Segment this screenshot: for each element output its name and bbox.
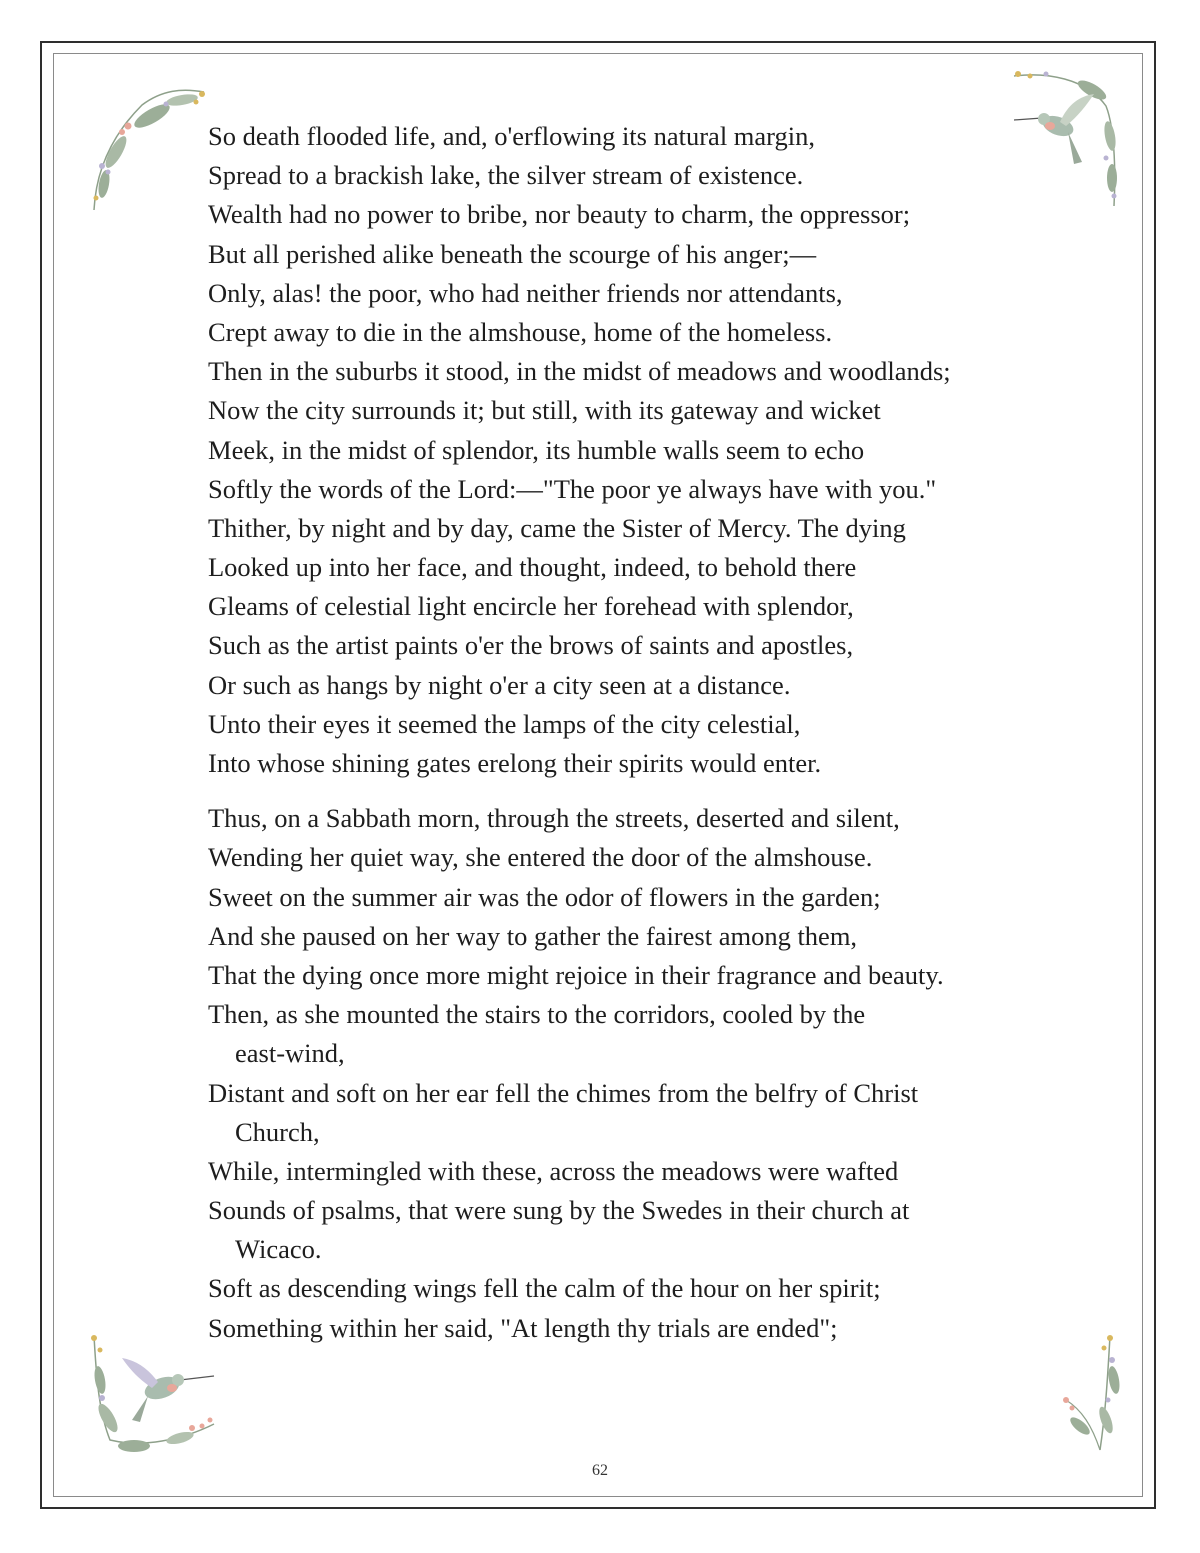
poem-line: Thither, by night and by day, came the Sister of Mercy. The dying [208,512,906,543]
poem-line-continuation: Wicaco. [235,1234,322,1265]
poem-line: Wealth had no power to bribe, nor beauty to charm, the oppressor; [208,199,911,230]
poem-line: Thus, on a Sabbath morn, through the streets, deserted and silent, [208,803,900,834]
poem-line: Sounds of psalms, that were sung by the Swedes in their church at [208,1195,910,1226]
poem-line: But all perished alike beneath the scourge of his anger;— [208,238,817,269]
poem-line: Or such as hangs by night o'er a city seen at a distance. [208,669,791,700]
floral-sprig-icon [1046,1330,1126,1460]
poem-line: Such as the artist paints o'er the brows of saints and apostles, [208,630,854,661]
poem-line-continuation: east-wind, [235,1038,345,1069]
poem-line: Crept away to die in the almshouse, home of the homeless. [208,316,833,347]
poem-line: Wending her quiet way, she entered the door of the almshouse. [208,842,873,873]
floral-sprig-icon [82,80,214,220]
stanza [208,799,1068,1348]
poem-line: Into whose shining gates erelong their spirits would enter. [208,748,822,778]
stanza-break [208,783,1068,799]
poem-line: Now the city surrounds it; but still, with its gateway and wicket [208,395,881,426]
poem-line: While, intermingled with these, across the meadows were wafted [208,1155,899,1186]
poem-line: Softly the words of the Lord:—"The poor ye always have with you." [208,473,937,504]
poem-line-continuation: Church, [235,1116,320,1147]
poem-line: So death flooded life, and, o'erflowing its natural margin, [208,121,816,151]
stanza [208,117,1068,783]
poem-line: Sweet on the summer air was the odor of flowers in the garden; [208,881,881,912]
hummingbird-floral-icon [82,1330,222,1460]
poem-line: That the dying once more might rejoice in their fragrance and beauty. [208,959,944,990]
poem-line: Distant and soft on her ear fell the chimes from the belfry of Christ [208,1077,919,1108]
poem-line: Soft as descending wings fell the calm of the hour on her spirit; [208,1273,881,1304]
poem-line: Unto their eyes it seemed the lamps of the city celestial, [208,708,801,739]
poem-line: Only, alas! the poor, who had neither friends nor attendants, [208,277,843,308]
poem-line: Looked up into her face, and thought, indeed, to behold there [208,552,857,583]
poem-line: Then in the suburbs it stood, in the midst of meadows and woodlands; [208,356,951,387]
poem-line: Gleams of celestial light encircle her forehead with splendor, [208,591,854,622]
poem-line: Spread to a brackish lake, the silver stream of existence. [208,160,804,191]
poem-text [208,117,1068,1348]
page-number: 62 [592,1462,608,1479]
poem-line: Then, as she mounted the stairs to the corridors, cooled by the [208,999,866,1030]
poem-line: And she paused on her way to gather the fairest among them, [208,920,858,951]
poem-line: Something within her said, "At length thy trials are ended"; [208,1312,838,1343]
poem-line: Meek, in the midst of splendor, its humble walls seem to echo [208,434,865,465]
